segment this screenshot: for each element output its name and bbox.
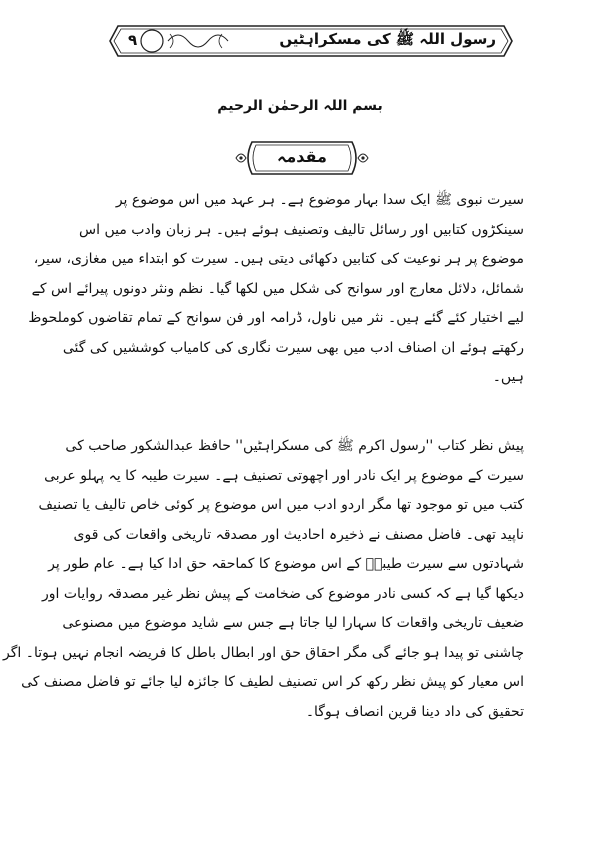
text-line: رکھتے ہوئے ان اصناف ادب میں بھی سیرت نگاری کی کامیاب کوششیں کی گئی <box>62 339 524 356</box>
text-line: شہادتوں سے سیرت طیبہؐ کے اس موضوع کا کماحقہ حق ادا کیا ہے۔ عام طور پر <box>48 556 524 572</box>
section-title-cartouche <box>232 136 372 180</box>
text-line: شمائل، دلائل معارج اور سوانح کی شکل میں لکھا گیا۔ نظم ونثر دونوں پیرائے اس کے <box>31 280 524 297</box>
paragraph-2 <box>3 432 524 727</box>
section-title: مقدمہ <box>277 147 327 166</box>
text-line: چاشنی تو پیدا ہو جائے گی مگر احقاق حق اور ابطال باطل کا فریضہ انجام نہیں ہوتا۔ اگر <box>3 644 524 661</box>
text-line: لیے اختیار کئے گئے ہیں۔ نثر میں ناول، ڈرامہ اور فن سوانح کے تمام تقاضوں کوملحوظ <box>28 310 524 326</box>
page-number: ۹ <box>128 31 138 49</box>
text-line: تحقیق کی داد دینا قرین انصاف ہوگا۔ <box>305 703 524 720</box>
running-title: رسول اللہ ﷺ کی مسکراہٹیں <box>279 30 496 48</box>
text-line: ضعیف تاریخی واقعات کا سہارا لیا جاتا ہے جس سے شاید موضوع میں مصنوعی <box>62 615 524 631</box>
paragraph-1 <box>28 186 524 393</box>
text-line: ہیں۔ <box>492 369 524 385</box>
text-line: دیکھا گیا ہے کہ کسی نادر موضوع کی ضخامت کے پیش نظر غیر مصدقہ روایات اور <box>42 585 524 602</box>
text-line: ناپید تھی۔ فاضل مصنف نے ذخیرہ احادیث اور مصدقہ تاریخی واقعات کی قوی <box>73 526 524 543</box>
text-line: موضوع پر ہر نوعیت کی کتابیں دکھائی دیتی ہیں۔ سیرت کو ابتداء میں مغازی، سیر، <box>33 251 524 267</box>
text-line: پیش نظر کتاب ''رسول اکرم ﷺ کی مسکراہٹیں'' حافظ عبدالشکور صاحب کی <box>65 438 524 454</box>
text-line: سیرت نبوی ﷺ ایک سدا بہار موضوع ہے۔ ہر عہد میں اس موضوع پر <box>115 192 524 208</box>
page-header <box>104 22 518 60</box>
text-line: سینکڑوں کتابیں اور رسائل تالیف وتصنیف ہوئے ہیں۔ ہر زبان وادب میں اس <box>79 221 524 238</box>
text-line: سیرت کے موضوع پر ایک نادر اور اچھوتی تصنیف ہے۔ سیرت طیبہ کا یہ پہلو عربی <box>44 467 524 484</box>
basmala-heading: بسم اللہ الرحمٰن الرحیم <box>217 98 383 114</box>
text-line: اس معیار کو پیش نظر رکھ کر اس تصنیف لطیف کا جائزہ لیا جائے تو فاضل مصنف کی <box>21 674 524 690</box>
text-line: کتب میں تو موجود تھا مگر اردو ادب میں اس موضوع پر کوئی خاص تالیف یا تصنیف <box>38 497 524 513</box>
